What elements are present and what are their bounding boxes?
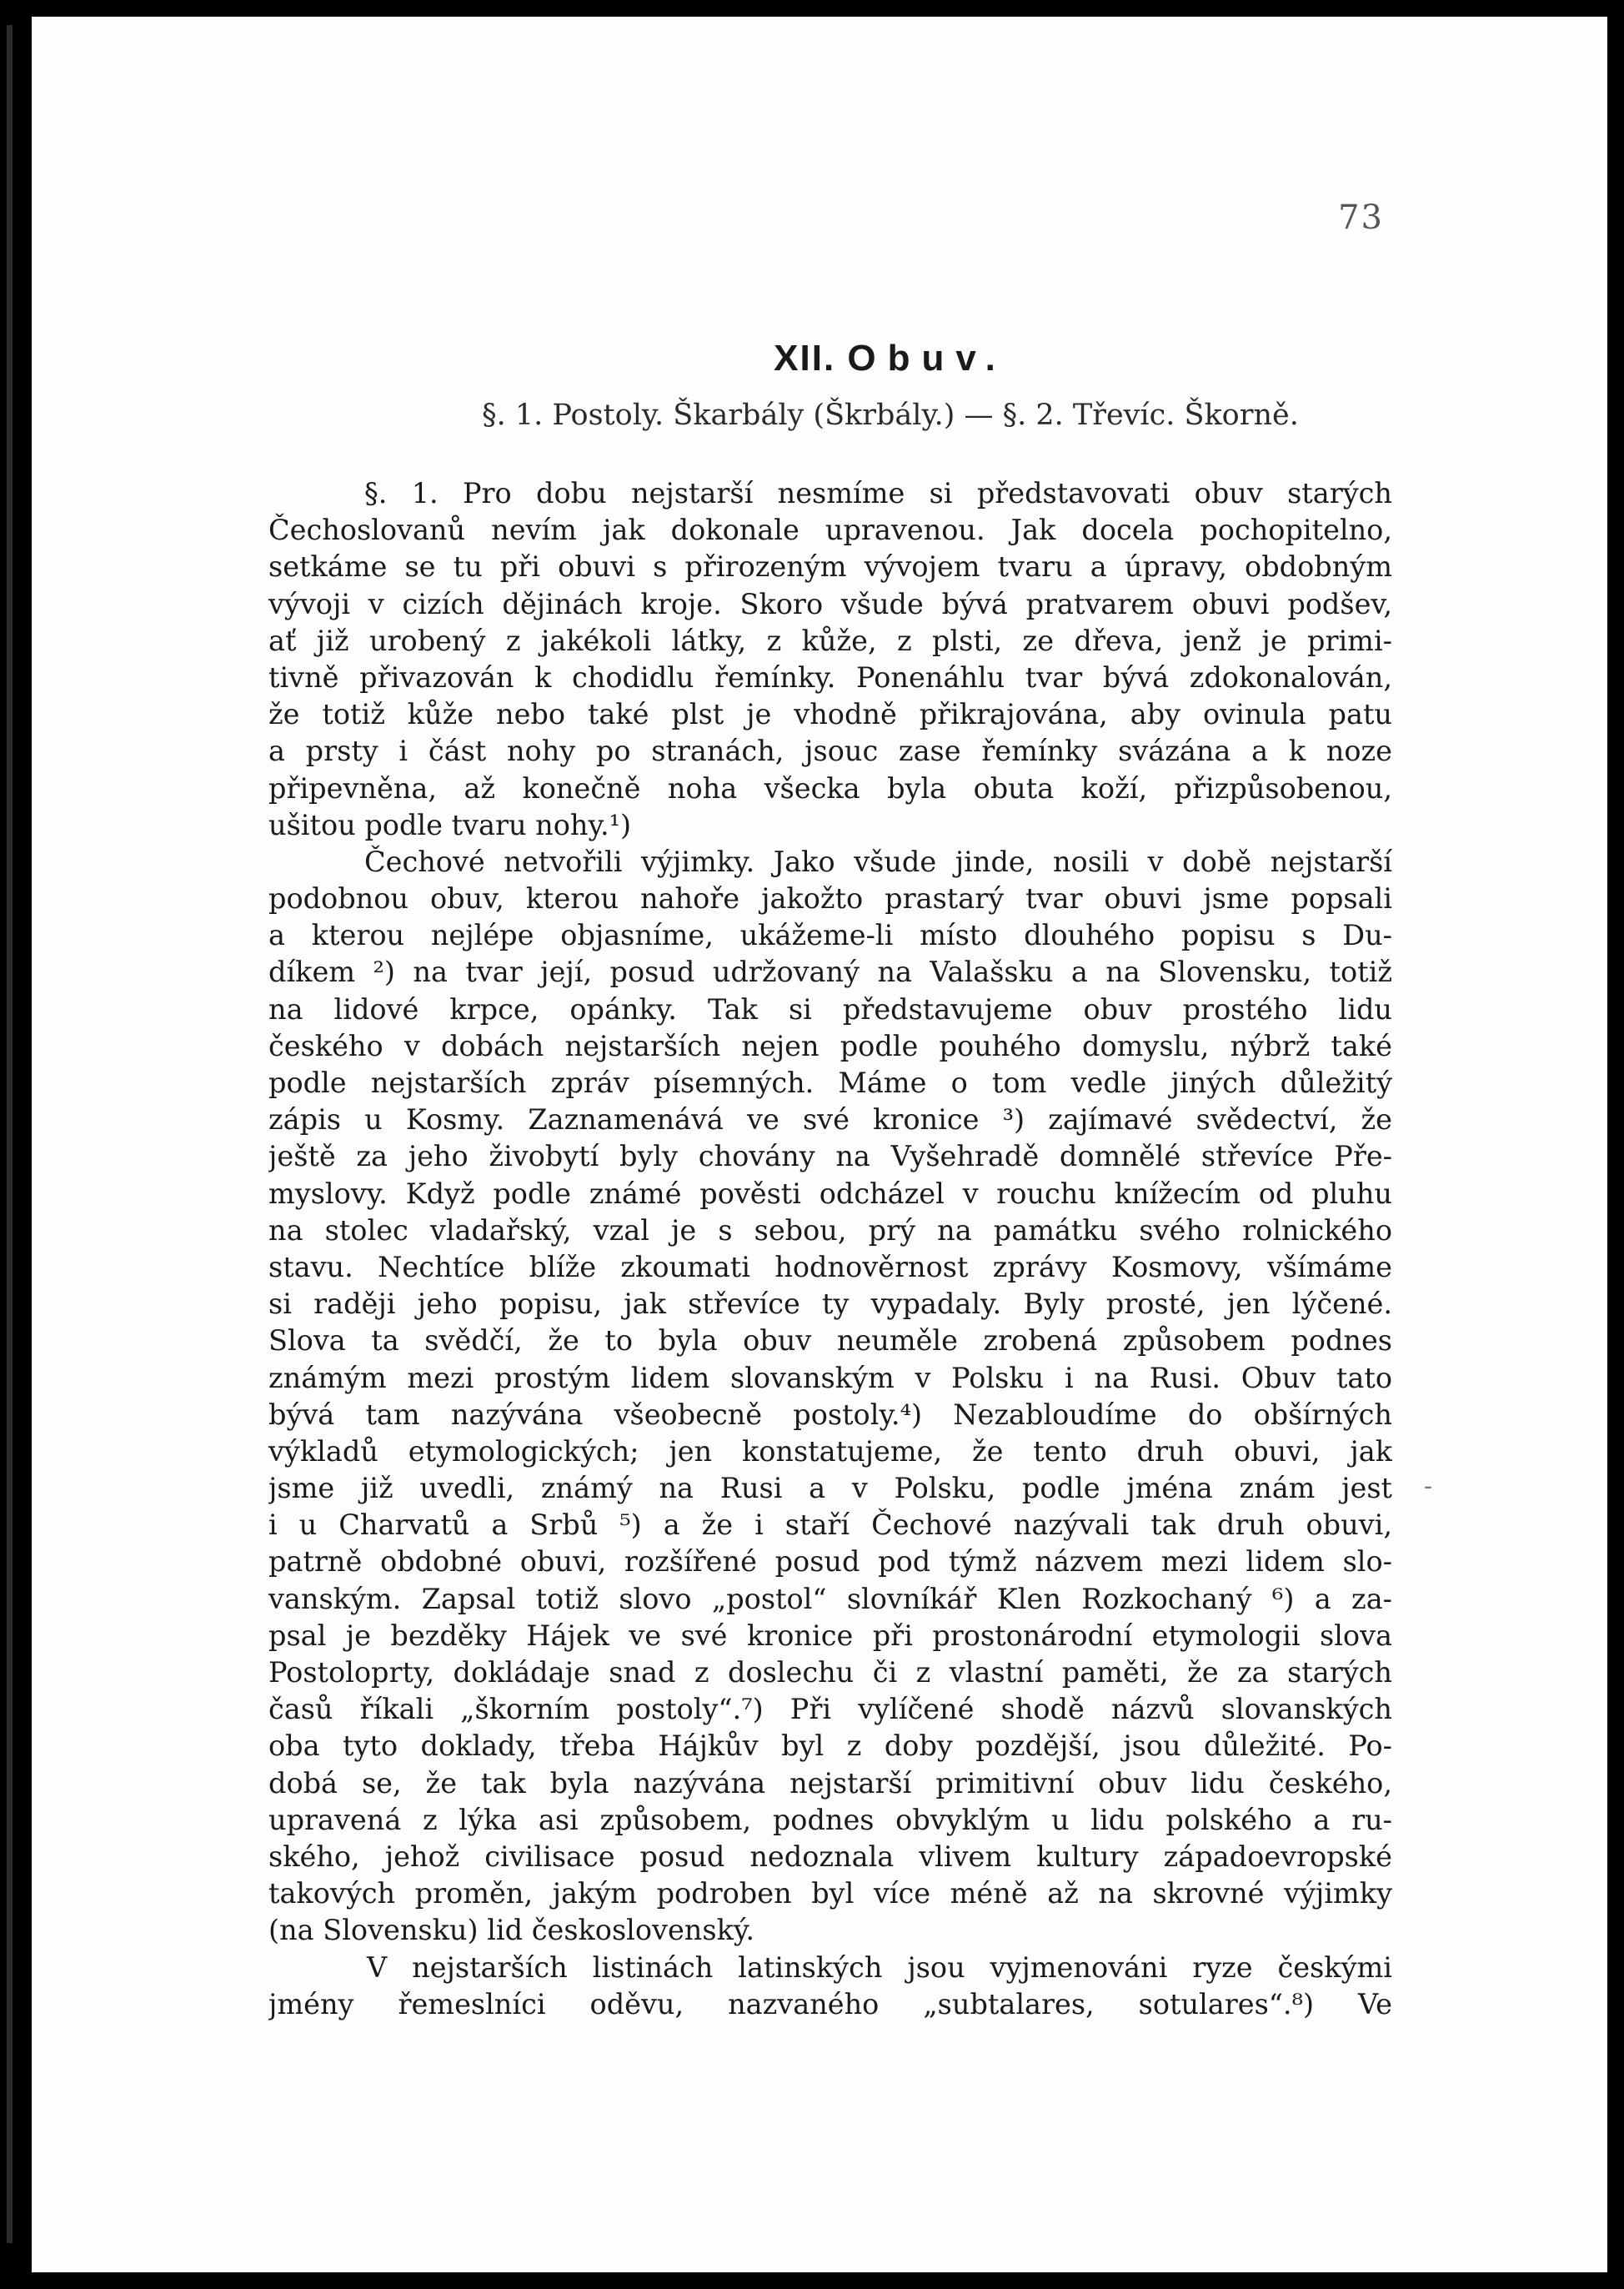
text-line: ať již urobený z jakékoli látky, z kůže, z plsti, ze dřeva, jenž je primi- — [268, 624, 1392, 657]
text-line: podle nejstarších zpráv písemných. Máme o tom vedle jiných důležitý — [268, 1067, 1392, 1099]
chapter-title — [32, 338, 1624, 379]
text-line: vanským. Zapsal totiž slovo „postol“ slovníkář Klen Rozkochaný ⁶) a za- — [268, 1582, 1392, 1615]
body-text — [268, 475, 1392, 2023]
text-line: díkem ²) na tvar její, posud udržovaný na Valašsku a na Slovensku, totiž — [268, 956, 1392, 989]
chapter-word: Obuv. — [847, 338, 1007, 379]
page-number: 73 — [1338, 198, 1384, 237]
text-line: připevněna, až konečně noha všecka byla obuta koží, přizpůsobenou, — [268, 771, 1392, 805]
text-line: vývoji v cizích dějinách kroje. Skoro všude bývá pratvarem obuvi podšev, — [268, 587, 1392, 620]
text-line: §. 1. Pro dobu nejstarší nesmíme si představovati obuv starých — [364, 477, 1392, 510]
text-line: bývá tam nazývána všeobecně postoly.⁴) Nezabloudíme do obšírných — [268, 1398, 1392, 1431]
text-line: českého v dobách nejstarších nejen podle pouhého domyslu, nýbrž také — [268, 1029, 1392, 1062]
text-line: na lidové krpce, opánky. Tak si představujeme obuv prostého lidu — [268, 992, 1392, 1026]
margin-mark: - — [1423, 1472, 1432, 1501]
scan-edge — [7, 25, 13, 2243]
text-line: ještě za jeho živobytí byly chovány na Vyšehradě domnělé střevíce Pře- — [268, 1140, 1392, 1173]
text-line: (na Slovensku) lid československý. — [268, 1914, 754, 1947]
text-line: známým mezi prostým lidem slovanským v Polsku i na Rusi. Obuv tato — [268, 1361, 1392, 1394]
text-line: patrně obdobné obuvi, rozšířené posud pod týmž názvem mezi lidem slo- — [268, 1545, 1392, 1579]
text-line: dobá se, že tak byla nazývána nejstarší primitivní obuv lidu českého, — [268, 1766, 1392, 1800]
text-line: že totiž kůže nebo také plst je vhodně přikrajována, aby ovinula patu — [268, 698, 1392, 731]
text-line: i u Charvatů a Srbů ⁵) a že i staří Čechové nazývali tak druh obuvi, — [268, 1508, 1392, 1542]
text-line: tivně přivazován k chodidlu řemínky. Ponenáhlu tvar bývá zdokonalován, — [268, 660, 1392, 694]
chapter-roman-numeral: XII. — [774, 338, 836, 379]
text-line: a prsty i část nohy po stranách, jsouc zase řemínky svázána a k noze — [268, 735, 1392, 768]
text-line: a kterou nejlépe objasníme, ukážeme-li místo dlouhého popisu s Du- — [268, 919, 1392, 952]
book-page — [32, 17, 1607, 2272]
text-line: Čechové netvořili výjimky. Jako všude jinde, nosili v době nejstarší — [364, 845, 1392, 878]
text-line: takových proměn, jakým podroben byl více méně až na skrovné výjimky — [268, 1877, 1392, 1910]
text-line: Slova ta svědčí, že to byla obuv neuměle zrobená způsobem podnes — [268, 1324, 1392, 1358]
chapter-subtitle: §. 1. Postoly. Škarbály (Škrbály.) — §. 2. Třevíc. Škorně. — [482, 399, 1299, 432]
text-line: myslovy. Když podle známé pověsti odcházel v rouchu knížecím od pluhu — [268, 1177, 1392, 1210]
text-line: Postoloprty, dokládaje snad z doslechu či z vlastní paměti, že za starých — [268, 1656, 1392, 1689]
text-line: ušitou podle tvaru nohy.¹) — [268, 808, 632, 841]
text-line: podobnou obuv, kterou nahoře jakožto prastarý tvar obuvi jsme popsali — [268, 882, 1392, 916]
text-line: jsme již uvedli, známý na Rusi a v Polsku, podle jména znám jest — [268, 1472, 1392, 1505]
text-line: oba tyto doklady, třeba Hájkův byl z doby pozdější, jsou důležité. Po- — [268, 1729, 1392, 1763]
text-line: psal je bezděky Hájek ve své kronice při prostonárodní etymologii slova — [268, 1619, 1392, 1652]
text-line: ského, jehož civilisace posud nedoznala vlivem kultury západoevropské — [268, 1840, 1392, 1873]
text-line: jmény řemeslníci oděvu, nazvaného „subtalares, sotulares“.⁸) Ve — [268, 1987, 1392, 2020]
text-line: upravená z lýka asi způsobem, podnes obvyklým u lidu polského a ru- — [268, 1803, 1392, 1836]
text-line: časů říkali „škorním postoly“.⁷) Při vylíčené shodě názvů slovanských — [268, 1693, 1392, 1726]
text-line: stavu. Nechtíce blíže zkoumati hodnověrnost zprávy Kosmovy, všímáme — [268, 1250, 1392, 1283]
text-line: na stolec vladařský, vzal je s sebou, prý na památku svého rolnického — [268, 1213, 1392, 1247]
text-line: si raději jeho popisu, jak střevíce ty vypadaly. Byly prosté, jen lýčené. — [268, 1288, 1392, 1321]
text-line: setkáme se tu při obuvi s přirozeným vývojem tvaru a úpravy, obdobným — [268, 550, 1392, 584]
text-line: zápis u Kosmy. Zaznamenává ve své kronice ³) zajímavé svědectví, že — [268, 1103, 1392, 1137]
text-line: Čechoslovanů nevím jak dokonale upravenou. Jak docela pochopitelno, — [268, 514, 1392, 547]
text-line: V nejstarších listinách latinských jsou vyjmenováni ryze českými — [367, 1950, 1392, 1984]
text-line: výkladů etymologických; jen konstatujeme, že tento druh obuvi, jak — [268, 1434, 1392, 1468]
